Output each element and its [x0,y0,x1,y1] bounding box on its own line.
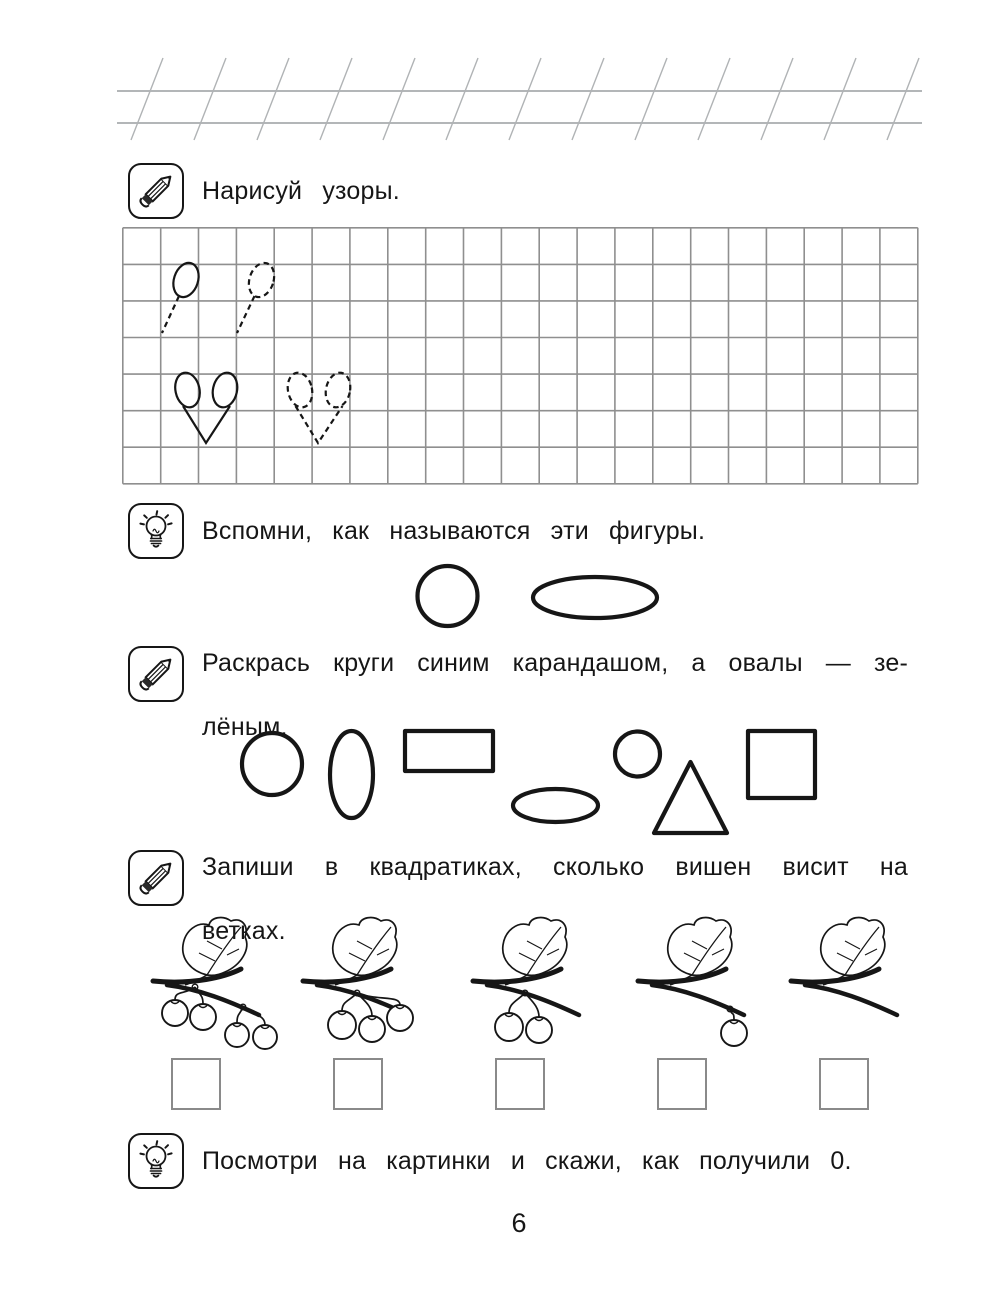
leaf-icon [821,918,885,985]
shape-oval-vertical [330,731,373,818]
cherry-icon [387,1005,413,1031]
task-label-line2: лёным. [202,713,288,741]
shape-square [748,731,815,798]
shape-rectangle [405,731,493,771]
task-recall-shapes [128,503,908,559]
cherry-icon [190,1004,216,1030]
leaf-icon [668,918,732,985]
pencil-icon [128,646,184,702]
task-label: Нарисуй узоры. [202,177,400,205]
answer-box [171,1058,221,1110]
cherry-icon [162,1000,188,1026]
cherry-branch-2 [457,915,627,1060]
cherry-icon [526,1017,552,1043]
answer-box [657,1058,707,1110]
pencil-icon [128,850,184,906]
figure-oval [533,577,657,618]
page-number: 6 [511,1208,527,1238]
cherry-icon [495,1013,523,1041]
writing-guides [0,0,1000,160]
pattern-balloon-dashed [237,260,278,333]
leaf-icon [183,918,247,985]
pattern-grid [122,227,919,485]
bulb-icon [128,503,184,559]
recall-figures [400,558,680,636]
cherry-icon [359,1016,385,1042]
shape-triangle [654,762,727,833]
shape-circle-small [615,732,660,777]
answer-box [333,1058,383,1110]
bulb-icon [128,1133,184,1189]
task-make-zero [128,1133,908,1189]
cherry-icon [328,1011,356,1039]
task-draw-patterns [128,163,908,219]
task-label: Посмотри на картинки и скажи, как получили 0. [202,1147,852,1175]
leaf-icon [333,918,397,985]
task-label-line2: ветках. [202,917,286,945]
cherry-icon [721,1020,747,1046]
cherry-icon [225,1023,249,1047]
cherry-branch-0 [775,915,945,1060]
figure-circle [418,566,478,626]
pattern-balloon-pair-dashed [285,370,354,443]
task-label: Вспомни, как называются эти фигуры. [202,517,706,545]
cherry-icon [253,1025,277,1049]
cherry-branch-4 [137,915,307,1060]
shape-oval-horizontal [513,789,598,822]
cherry-branch-3 [287,915,457,1060]
pattern-balloon-pair-solid [172,370,240,443]
leaf-icon [503,918,567,985]
task-label-line1: Запиши в квадратиках, сколько вишен висит на [202,853,908,881]
pattern-balloon-solid [162,260,203,333]
shape-circle [242,733,302,795]
task-label-line1: Раскрась круги синим карандашом, а овалы — зе- [202,649,908,677]
answer-box [819,1058,869,1110]
answer-box [495,1058,545,1110]
cherry-branch-1 [622,915,792,1060]
pencil-icon [128,163,184,219]
color-shapes-row [235,722,835,840]
